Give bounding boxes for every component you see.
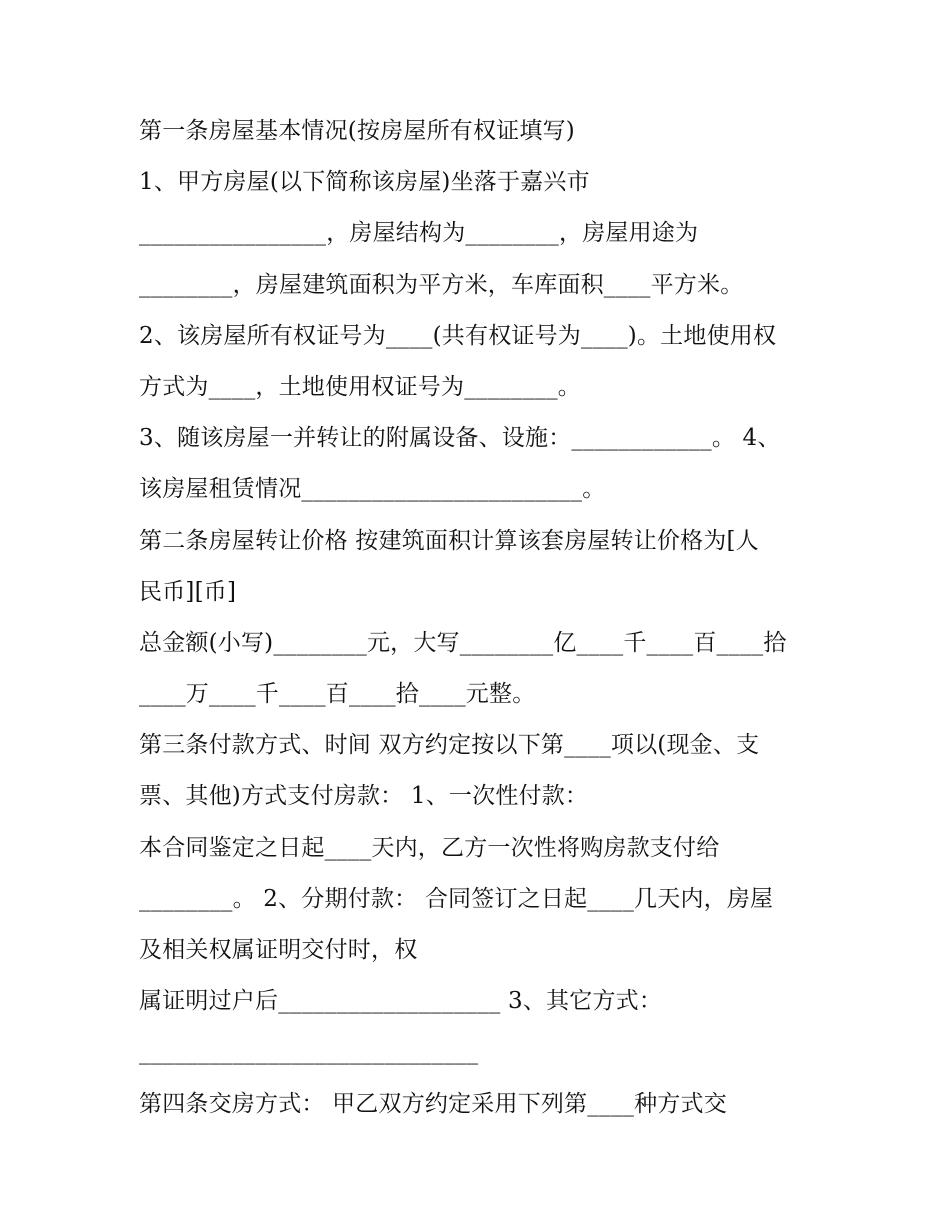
text-line: 本合同鉴定之日起____天内，乙方一次性将购房款支付给 <box>139 834 720 861</box>
text-line: ________________，房屋结构为________，房屋用途为 <box>139 220 699 247</box>
article-3-heading: 第三条付款方式、时间 双方约定按以下第____项以(现金、支 <box>139 732 760 759</box>
article-2-heading: 第二条房屋转让价格 按建筑面积计算该套房屋转让价格为[人 <box>139 527 759 554</box>
text-line: 属证明过户后___________________ 3、其它方式： <box>139 988 663 1015</box>
text-line: 民币][币] <box>139 578 237 605</box>
text-line: 票、其他)方式支付房款： 1、一次性付款： <box>139 783 589 810</box>
text-line: 总金额(小写)________元，大写________亿____千____百____拾 <box>139 629 787 656</box>
article-1-heading: 第一条房屋基本情况(按房屋所有权证填写) <box>139 118 575 144</box>
contract-text <box>139 106 819 1130</box>
text-line: 该房屋租赁情况________________________。 <box>139 476 606 503</box>
text-line: ________，房屋建筑面积为平方米，车库面积____平方米。 <box>139 271 744 298</box>
article-4-heading: 第四条交房方式： 甲乙双方约定采用下列第____种方式交 <box>139 1090 727 1117</box>
text-line: ________。 2、分期付款： 合同签订之日起____几天内，房屋 <box>139 885 774 912</box>
text-line: 1、甲方房屋(以下简称该房屋)坐落于嘉兴市 <box>139 169 590 196</box>
text-line: 及相关权属证明交付时，权 <box>139 937 418 963</box>
text-line: 方式为____，土地使用权证号为________。 <box>139 373 581 400</box>
text-line: _____________________________ <box>139 1039 479 1066</box>
text-line: 2、该房屋所有权证号为____(共有权证号为____)。土地使用权 <box>139 322 777 349</box>
text-line: 3、随该房屋一并转让的附属设备、设施：____________。 4、 <box>139 425 781 452</box>
text-line: ____万____千____百____拾____元整。 <box>139 681 536 708</box>
